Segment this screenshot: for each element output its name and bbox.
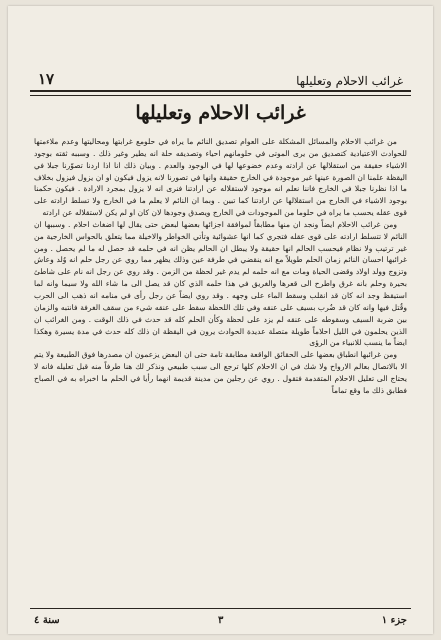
running-title: غرائب الاحلام وتعليلها xyxy=(296,74,403,88)
page-header xyxy=(30,66,411,92)
footer-year: سنة ٤ xyxy=(34,614,60,626)
page-number: ١٧ xyxy=(38,70,55,88)
footer-rule xyxy=(30,608,411,609)
header-rule xyxy=(30,95,411,96)
footer-page: ٣ xyxy=(218,614,224,626)
paragraph: ومن غرائب الاحلام ايضاً ونجد ان منها مطابقاً لموافقة اجزائها بعضها لبعض حتى يقال لها اضغاث احلام . وسببها ان النائم لا تتسلط ارادته على قوى عقله فتجري كما انها عشوائية وتأتي الخواطر والاخيلة مما يتعلق بالحواس الخارجية من غير ترتيب ولا نظام فيحسب الحالم انها حقيقة ولا يبطل ان الحالم يظن انه في حلمه قد حصل له ما لم يحصل . ومن غرائبها احسان النائم زمان الحلم طويلاً مع انه ينقضي في طرفة عين وذلك يظهر مما روي عن رجل حلم انه وُلد وعاش وتزوج وولد اولاد وقضى الحياة ومات مع انه حلمه لم يدم غير لحظة من الزمن . وقد روي عن رجل انه نام على شاطئ بحيرة وحلم بانه غرق واطرح الى قعرها والغريق في هذا حلمه الذي كان قد يصل الى ما شاء الله ولا سيما وانه لما استيقظ وجد انه كان قد انقلب وسقط الماء على وجهه . وقد روي ايضاً عن رجل رأى في منامه انه ذهب الى الحرب وقُتل فيها وانه كان قد ضُرب بسيف على عنقه وفي تلك اللحظة سقط على عنقه شيء من سقف الغرفة فانتبه والزمان بين ضربة السيف وسقوطه على عنقه لم يزد على لحظة وكأن الحلم كله قد حدث في ذلك الوقت . ومن الغرائب ان الذين يحلمون في الليل احلاماً طويلة متصلة عديدة الحوادث يرون في اليقظة ان ذلك كله حدث في مدة يسيرة وهكذا ايضاً ما ينسب للانبياء من الرؤى xyxy=(34,219,407,348)
paragraph: ومن غرائبها انطباق بعضها على الحقائق الواقعة مطابقة تامة حتى ان البعض يزعمون ان مصدرها فوق الطبيعة ولا يتم الا بالاتصال بعالم الارواح ولا شك في ان الاحلام كلها ترجع الى سبب طبيعي ونذكر لك هنا طرفاً منه قبل تعليله فانه لا يحتاج الى تعليل الاحلام المتقدمة فتقول . روي عن رجلين من مدينة قديمة انهما رأيا في الحلم ما اخبراه به في الصباح فطابق ذلك ما وقع تماماً xyxy=(34,350,407,395)
paragraph: من غرائب الاحلام والمسائل المشكلة على العوام تصديق النائم ما يراه في حلومع غرابتها ومحاليتها وعدم ملاءمتها للحوادث الاعتيادية كتصديق من يرى الموتى في حلومانهم احياء وتصديقه حلة انه يطير وغير ذلك . وسببه ثقته بوجود الاشياء حقيقة من استقلالها عن ارادته وعدم خضوعها لها في الوجود والعدم . وبيان ذلك انا اذا اردنا تصوّرنا جبلا في اليقظة علمنا ان الصورة عينها غير موجودة في الخارج حقيقة وانها في تصورنا لانه يزول فيكون او ان يزول فيزول بخلاف ما اذا نظرنا جبلا في الخارج فاننا نعلم انه موجود لاستقلاله عن ارادتنا فنرى انه لا يزول بمجرد الارادة . فيكون حكمنا بوجود الاشياء في الخارج من استقلالها عن ارادتنا كما تبين . وبما ان النائم لا يعلم ما في الخارج ولا تسلط ارادته على قوى عقله يحسب ما يراه في حلوما من الموجودات في الخارج ويصدق وجودها لان كان او لم يكن لاستقلاله عن ارادته xyxy=(34,137,407,218)
article-title: غرائب الاحلام وتعليلها xyxy=(135,102,306,124)
page-footer xyxy=(34,612,407,628)
article-body xyxy=(34,136,407,606)
footer-part: جزء ١ xyxy=(381,614,407,626)
page-sheet xyxy=(8,6,433,634)
